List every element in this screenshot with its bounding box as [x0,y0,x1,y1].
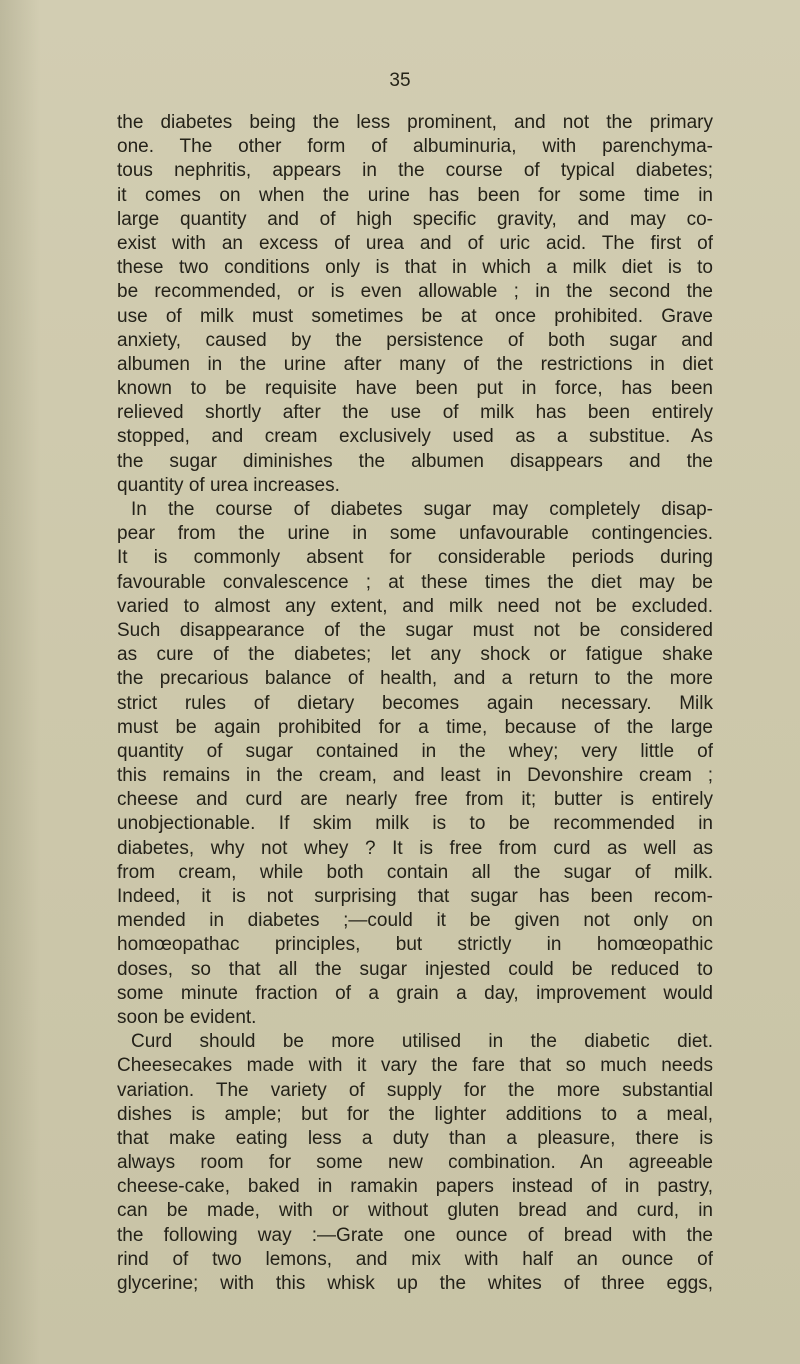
text-line: It is commonly absent for considerable periods during [117,547,713,569]
text-line: homœopathac principles, but strictly in homœopathic [117,934,713,956]
text-line: cheese and curd are nearly free from it; butter is entirely [117,789,713,811]
text-line: one. The other form of albuminuria, with parenchyma- [117,136,713,158]
text-line: doses, so that all the sugar injested could be reduced to [117,958,713,980]
text-line: always room for some new combination. An agreeable [117,1152,713,1174]
text-line: soon be evident. [117,1006,257,1028]
text-line: as cure of the diabetes; let any shock or fatigue shake [117,644,713,666]
text-line: the sugar diminishes the albumen disappears and the [117,450,713,472]
text-line: favourable convalescence ; at these times the diet may be [117,571,713,593]
text-line: exist with an excess of urea and of uric acid. The first of [117,232,713,254]
text-line: use of milk must sometimes be at once prohibited. Grave [117,305,713,327]
text-line: Such disappearance of the sugar must not be considered [117,619,713,641]
text-line: can be made, with or without gluten bread and curd, in [117,1200,713,1222]
text-line: pear from the urine in some unfavourable contingencies. [117,523,713,545]
text-line: Cheesecakes made with it vary the fare that so much needs [117,1055,713,1077]
text-line: large quantity and of high specific gravity, and may co- [117,208,713,230]
body-text [117,111,713,1296]
page-number: 35 [389,70,411,91]
text-line: varied to almost any extent, and milk need not be excluded. [117,595,713,617]
text-line: unobjectionable. If skim milk is to be recommended in [117,813,713,835]
text-line: diabetes, why not whey ? It is free from curd as well as [117,837,713,859]
text-line: this remains in the cream, and least in Devonshire cream ; [117,765,713,787]
text-line: Indeed, it is not surprising that sugar has been recom- [117,886,713,907]
text-line: mended in diabetes ;—could it be given not only on [117,910,713,932]
text-line: these two conditions only is that in which a milk diet is to [117,257,713,279]
text-line: must be again prohibited for a time, because of the large [117,716,713,738]
text-line: the diabetes being the less prominent, and not the primary [117,112,713,133]
text-line: Curd should be more utilised in the diabetic diet. [131,1031,713,1053]
text-line: rind of two lemons, and mix with half an ounce of [117,1248,713,1270]
text-line: variation. The variety of supply for the more substantial [117,1079,713,1101]
text-line: from cream, while both contain all the sugar of milk. [117,861,713,883]
text-line: glycerine; with this whisk up the whites of three eggs, [117,1273,713,1294]
text-line: quantity of urea increases. [117,474,340,496]
text-line: the following way :—Grate one ounce of bread with the [117,1224,713,1246]
text-line: albumen in the urine after many of the restrictions in diet [117,353,713,375]
text-line: strict rules of dietary becomes again necessary. Milk [117,692,713,714]
text-line: In the course of diabetes sugar may completely disap- [131,499,713,520]
text-line: quantity of sugar contained in the whey; very little of [117,740,713,762]
text-line: relieved shortly after the use of milk has been entirely [117,402,713,424]
text-line: some minute fraction of a grain a day, improvement would [117,982,713,1004]
text-line: dishes is ample; but for the lighter additions to a meal, [117,1103,713,1125]
text-line: known to be requisite have been put in force, has been [117,378,713,400]
text-line: anxiety, caused by the persistence of both sugar and [117,329,713,351]
text-line: the precarious balance of health, and a return to the more [117,668,713,690]
text-line: be recommended, or is even allowable ; in the second the [117,281,713,303]
text-line: tous nephritis, appears in the course of typical diabetes; [117,160,713,182]
text-line: it comes on when the urine has been for some time in [117,184,713,206]
text-line: that make eating less a duty than a pleasure, there is [117,1127,713,1149]
text-line: stopped, and cream exclusively used as a substitue. As [117,426,713,448]
text-line: cheese-cake, baked in ramakin papers instead of in pastry, [117,1176,713,1198]
